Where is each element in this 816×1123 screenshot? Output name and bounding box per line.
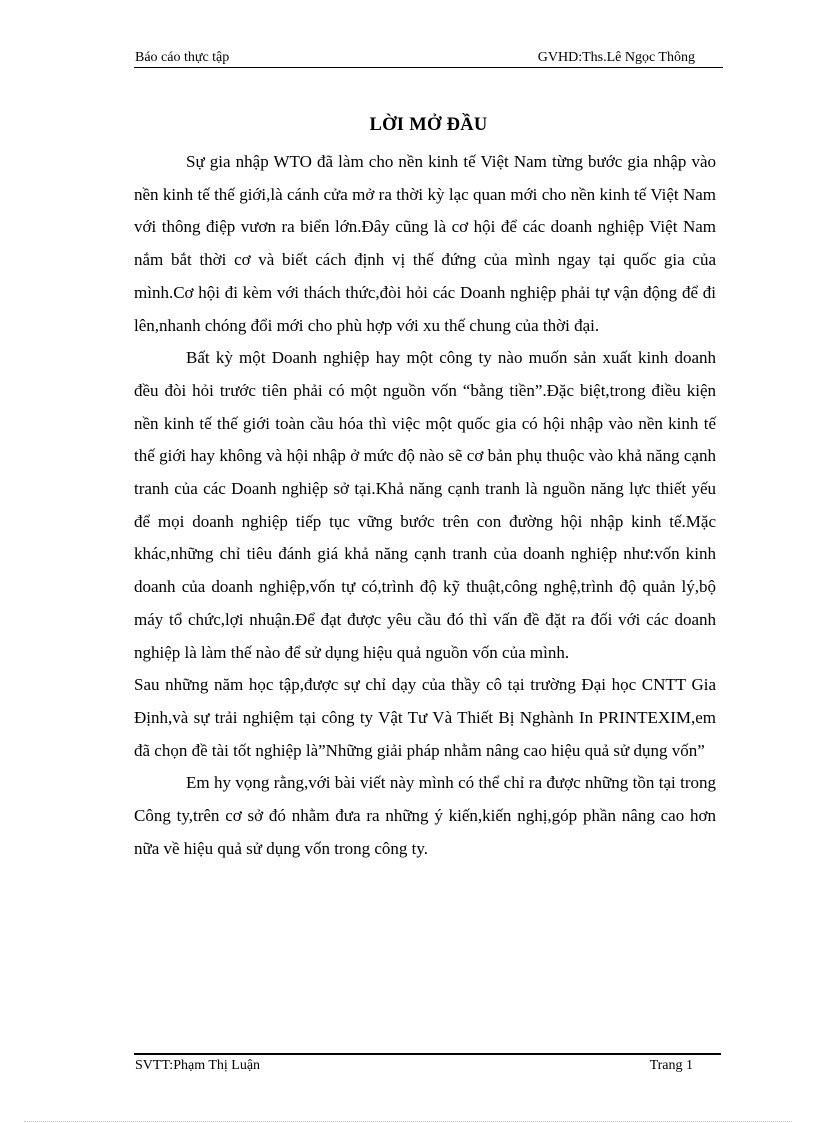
document-title: LỜI MỞ ĐẦU [369, 115, 488, 135]
header-report-label: Báo cáo thực tập [135, 50, 230, 65]
paragraph-2: Bất kỳ một Doanh nghiệp hay một công ty nào muốn sản xuất kinh doanh đều đòi hỏi trước tiên phải có một nguồn vốn “bằng tiền”.Đặc biệt,trong điều kiện nền kinh tế thế giới toàn cầu hóa thì việc một quốc gia có hội nhập vào nền kinh tế thế giới hay không và hội nhập ở mức độ nào sẽ cơ bản phụ thuộc vào khả năng cạnh tranh của các Doanh nghiệp sở tại.Khả năng cạnh tranh là nguồn năng lực thiết yếu để mọi doanh nghiệp tiếp tục vững bước trên con đường hội nhập kinh tế.Mặc khác,những chỉ tiêu đánh giá khả năng cạnh tranh của doanh nghiệp như:vốn kinh doanh của doanh nghiệp,vốn tự có,trình độ kỹ thuật,công nghệ,trình độ quản lý,bộ máy tổ chức,lợi nhuận.Để đạt được yêu cầu đó thì vấn đề đặt ra đối với các doanh nghiệp là làm thế nào để sử dụng hiệu quả nguồn vốn của mình. [134, 348, 716, 662]
footer-student: SVTT:Phạm Thị Luận [135, 1058, 261, 1073]
page-bottom-edge [24, 1121, 792, 1122]
paragraph-3: Sau những năm học tập,được sự chỉ dạy của thầy cô tại trường Đại học CNTT Gia Định,và sự trải nghiệm tại công ty Vật Tư Và Thiết Bị Nghành In PRINTEXIM,em đã chọn đề tài tốt nghiệp là”Những giải pháp nhằm nâng cao hiệu quả sử dụng vốn” [134, 675, 716, 760]
footer-page-number: Trang 1 [649, 1058, 693, 1073]
header-advisor: GVHD:Ths.Lê Ngọc Thông [537, 50, 695, 65]
page-header [134, 48, 723, 68]
paragraph-4: Em hy vọng rằng,với bài viết này mình có thể chỉ ra được những tồn tại trong Công ty,trên cơ sở đó nhằm đưa ra những ý kiến,kiến nghị,góp phần nâng cao hơn nữa về hiệu quả sử dụng vốn trong công ty. [134, 773, 716, 858]
document-body [134, 146, 716, 865]
footer-divider [134, 1053, 721, 1055]
paragraph-1: Sự gia nhập WTO đã làm cho nền kinh tế Việt Nam từng bước gia nhập vào nền kinh tế thế giới,là cánh cửa mở ra thời kỳ lạc quan mới cho nền kinh tế Việt Nam với thông điệp vươn ra biển lớn.Đây cũng là cơ hội để các doanh nghiệp Việt Nam nắm bắt thời cơ và biết cách định vị thế đứng của mình ngay tại quốc gia của mình.Cơ hội đi kèm với thách thức,đòi hỏi các Doanh nghiệp phải tự vận động để đi lên,nhanh chóng đổi mới cho phù hợp với xu thế chung của thời đại. [134, 152, 716, 335]
